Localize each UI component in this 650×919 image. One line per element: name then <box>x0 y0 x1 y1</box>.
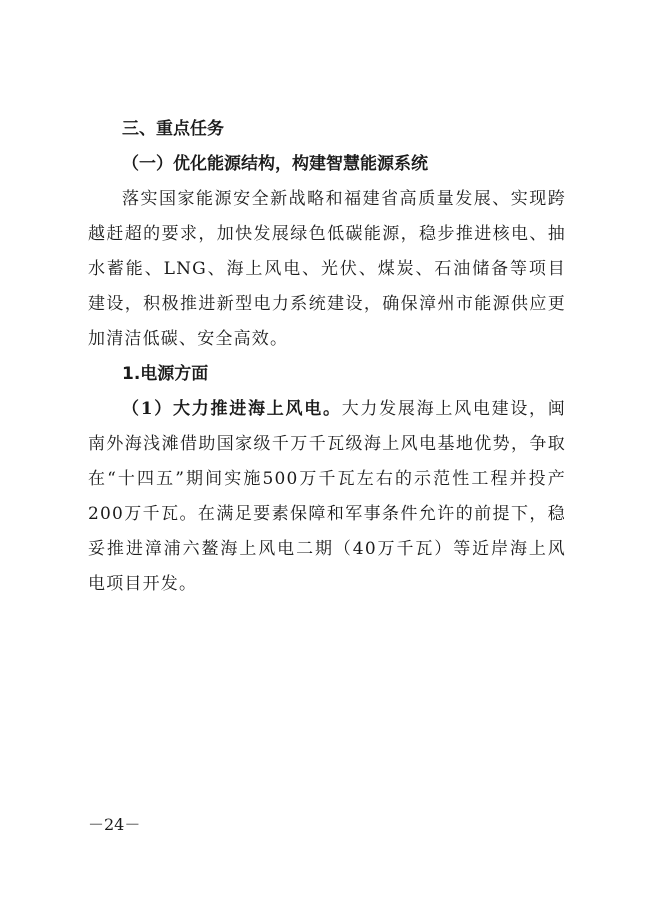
item-lead: （1）大力推进海上风电。 <box>122 399 342 419</box>
section-heading: 三、重点任务 <box>122 119 224 139</box>
item-body: 大力发展海上风电建设，闽南外海浅滩借助国家级千万千瓦级海上风电基地优势，争取在“十四五”期间实施500万千瓦左右的示范性工程并投产200万千瓦。在满足要素保障和军事条件允许的前提下，稳妥推进漳浦六鳌海上风电二期（40万千瓦）等近岸海上风电项目开发。 <box>88 399 566 594</box>
page-number: －24－ <box>88 815 141 834</box>
item-paragraph <box>88 392 566 602</box>
intro-paragraph: 落实国家能源安全新战略和福建省高质量发展、实现跨越赶超的要求，加快发展绿色低碳能源，稳步推进核电、抽水蓄能、LNG、海上风电、光伏、煤炭、石油储备等项目建设，积极推进新型电力系统建设，确保漳州市能源供应更加清洁低碳、安全高效。 <box>88 189 566 349</box>
page-content <box>88 112 566 602</box>
subsection-heading: （一）优化能源结构，构建智慧能源系统 <box>122 154 428 174</box>
item-heading: 1.电源方面 <box>122 364 209 384</box>
